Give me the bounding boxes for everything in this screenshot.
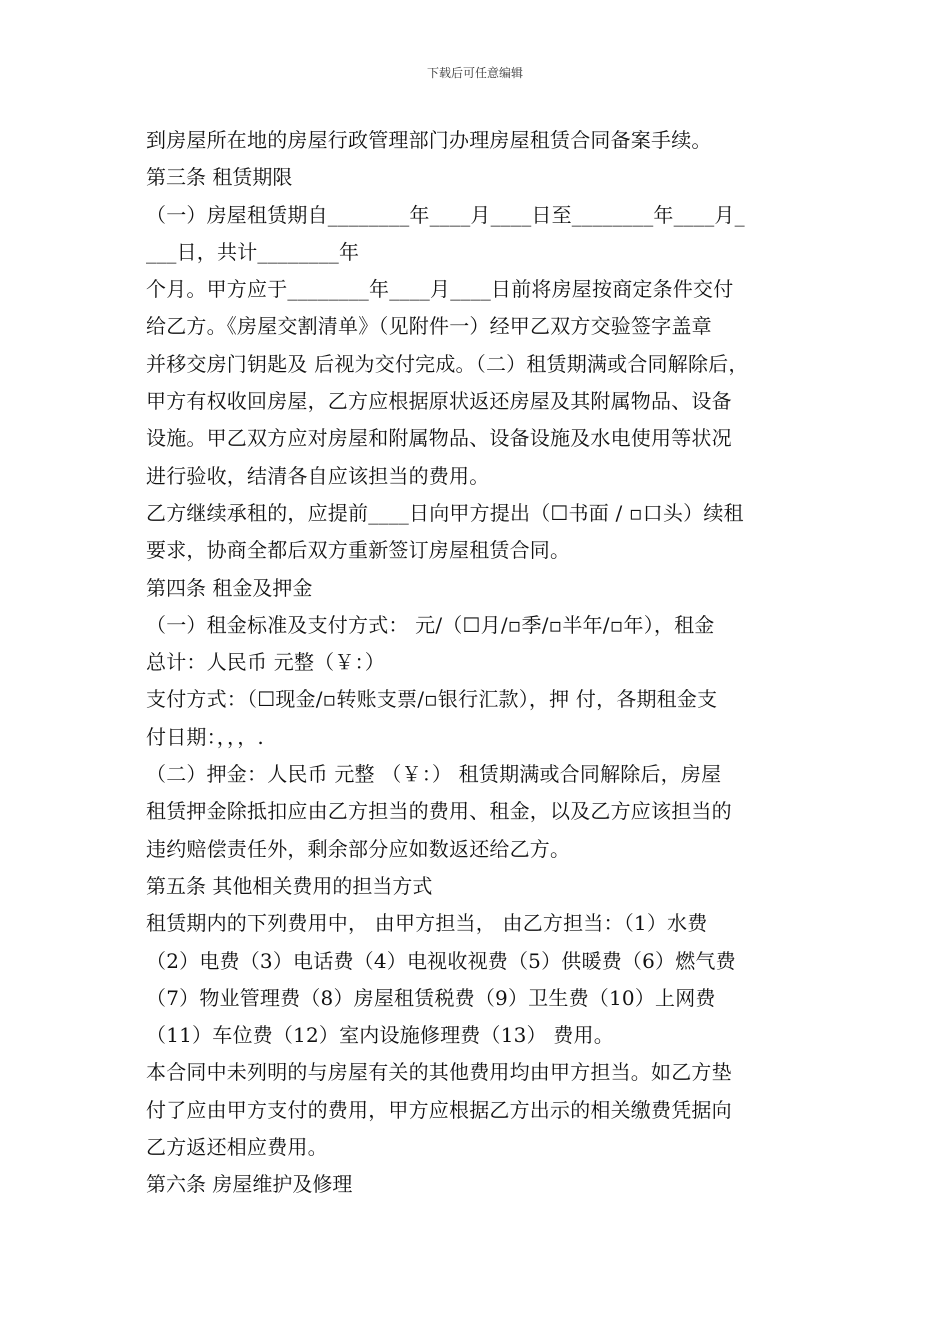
- text-line: （11）车位费（12）室内设施修理费（13） 费用。: [146, 1023, 614, 1048]
- text-line: 本合同中未列明的与房屋有关的其他费用均由甲方担当。如乙方垫: [146, 1060, 732, 1085]
- text-line: 要求，协商全都后双方重新签订房屋租赁合同。: [146, 538, 571, 563]
- text-line: 并移交房门钥匙及 后视为交付完成。（二）租赁期满或合同解除后，: [146, 351, 749, 376]
- text-line: 违约赔偿责任外，剩余部分应如数返还给乙方。: [146, 836, 571, 861]
- text-line: （一）租金标准及支付方式： 元/（☐月/▫季/▫半年/▫年），租金: [146, 612, 715, 637]
- page-header: 下载后可任意编辑: [426, 66, 523, 80]
- article-heading-3: 第三条 租赁期限: [146, 165, 293, 190]
- text-line: （2）电费（3）电话费（4）电视收视费（5）供暖费（6）燃气费: [146, 948, 736, 973]
- text-line: 租赁期内的下列费用中， 由甲方担当， 由乙方担当：（1）水费: [146, 911, 708, 936]
- text-line: ___日，共计________年: [146, 239, 360, 264]
- text-line: 支付方式：（☐现金/▫转账支票/▫银行汇款），押 付，各期租金支: [146, 687, 718, 712]
- text-line: 付了应由甲方支付的费用，甲方应根据乙方出示的相关缴费凭据向: [146, 1097, 732, 1122]
- article-heading-5: 第五条 其他相关费用的担当方式: [146, 873, 433, 898]
- text-line: 乙方返还相应费用。: [146, 1135, 328, 1160]
- text-line: 个月。甲方应于________年____月____日前将房屋按商定条件交付: [146, 277, 734, 302]
- text-line: 甲方有权收回房屋，乙方应根据原状返还房屋及其附属物品、设备: [146, 389, 732, 414]
- text-line: （二）押金：人民币 元整 （￥：） 租赁期满或合同解除后，房屋: [146, 762, 722, 787]
- text-line: 给乙方。《房屋交割清单》（见附件一）经甲乙双方交验签字盖章: [146, 314, 712, 339]
- text-line: 进行验收，结清各自应该担当的费用。: [146, 463, 490, 488]
- text-line: （7）物业管理费（8）房屋租赁税费（9）卫生费（10）上网费: [146, 985, 716, 1010]
- document-body: [146, 122, 810, 1204]
- text-line: 付日期：，，，.: [146, 724, 264, 749]
- text-line: 到房屋所在地的房屋行政管理部门办理房屋租赁合同备案手续。: [146, 128, 712, 152]
- text-line: 租赁押金除抵扣应由乙方担当的费用、租金，以及乙方应该担当的: [146, 799, 732, 824]
- article-heading-4: 第四条 租金及押金: [146, 575, 313, 600]
- text-line: 乙方继续承租的，应提前____日向甲方提出（☐书面 / ▫口头）续租: [146, 500, 744, 525]
- text-line: 总计：人民币 元整（￥：）: [146, 650, 385, 675]
- article-heading-6: 第六条 房屋维护及修理: [146, 1172, 353, 1197]
- text-line: 设施。甲乙双方应对房屋和附属物品、设备设施及水电使用等状况: [146, 426, 732, 451]
- text-line: （一）房屋租赁期自________年____月____日至________年____月_: [146, 202, 745, 227]
